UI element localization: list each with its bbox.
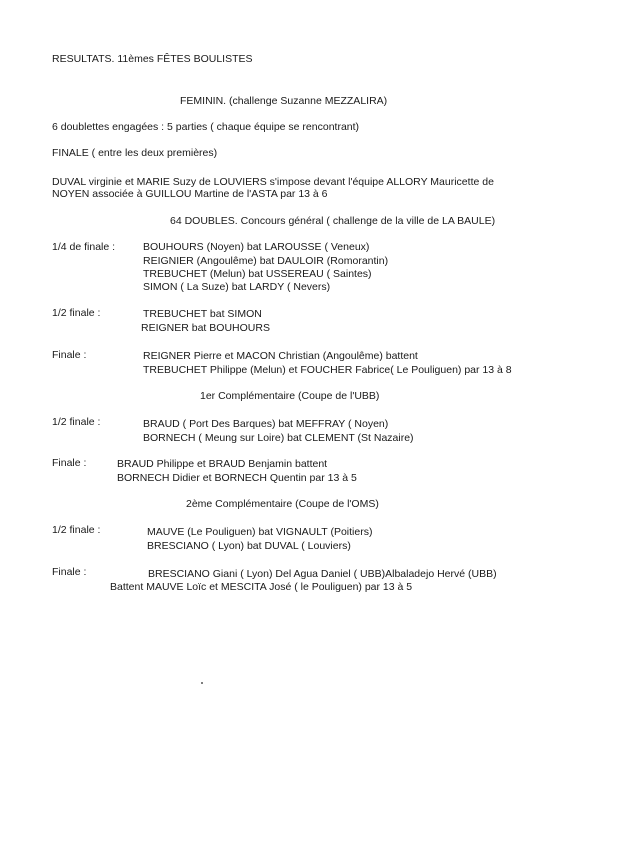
doubles-semi-result: REIGNER bat BOUHOURS <box>141 322 270 334</box>
feminin-result-line-1: DUVAL virginie et MARIE Suzy de LOUVIERS s'impose devant l'équipe ALLORY Mauricette de <box>52 176 494 188</box>
doubles-quarter-result: TREBUCHET (Melun) bat USSEREAU ( Saintes) <box>143 268 372 280</box>
comp2-final-line: Battent MAUVE Loïc et MESCITA José ( le Pouliguen) par 13 à 5 <box>110 581 413 593</box>
comp2-final-line: BRESCIANO Giani ( Lyon) Del Agua Daniel ( UBB)Albaladejo Hervé (UBB) <box>148 568 497 580</box>
comp1-final-line: BRAUD Philippe et BRAUD Benjamin battent <box>117 458 328 470</box>
doubles-heading: 64 DOUBLES. Concours général ( challenge de la ville de LA BAULE) <box>170 215 496 227</box>
comp2-semi-result: BRESCIANO ( Lyon) bat DUVAL ( Louviers) <box>147 540 351 552</box>
doubles-quarter-result: SIMON ( La Suze) bat LARDY ( Nevers) <box>143 281 331 293</box>
doubles-final-line: TREBUCHET Philippe (Melun) et FOUCHER Fabrice( Le Pouliguen) par 13 à 8 <box>143 364 512 376</box>
doubles-semi-label: 1/2 finale : <box>52 307 101 319</box>
comp1-final-line: BORNECH Didier et BORNECH Quentin par 13 à 5 <box>117 472 357 484</box>
feminin-heading: FEMININ. (challenge Suzanne MEZZALIRA) <box>180 95 388 107</box>
scan-speck <box>201 682 203 684</box>
feminin-line-1: 6 doublettes engagées : 5 parties ( chaque équipe se rencontrant) <box>52 121 360 133</box>
document-title: RESULTATS. 11èmes FÊTES BOULISTES <box>52 53 253 65</box>
comp1-semi-label: 1/2 finale : <box>52 416 101 428</box>
comp2-semi-label: 1/2 finale : <box>52 524 101 536</box>
comp1-final-label: Finale : <box>52 457 87 469</box>
comp2-final-label: Finale : <box>52 566 87 578</box>
comp1-semi-result: BRAUD ( Port Des Barques) bat MEFFRAY ( Noyen) <box>143 418 389 430</box>
comp1-semi-result: BORNECH ( Meung sur Loire) bat CLEMENT (St Nazaire) <box>143 432 414 444</box>
comp1-heading: 1er Complémentaire (Coupe de l'UBB) <box>200 390 380 402</box>
comp2-heading: 2ème Complémentaire (Coupe de l'OMS) <box>186 498 379 510</box>
doubles-final-line: REIGNER Pierre et MACON Christian (Angoulême) battent <box>143 350 418 362</box>
doubles-quarter-result: BOUHOURS (Noyen) bat LAROUSSE ( Veneux) <box>143 241 370 253</box>
doubles-quarter-label: 1/4 de finale : <box>52 241 116 253</box>
feminin-result-line-2: NOYEN associée à GUILLOU Martine de l'ASTA par 13 à 6 <box>52 188 328 200</box>
doubles-semi-result: TREBUCHET bat SIMON <box>143 308 262 320</box>
doubles-final-label: Finale : <box>52 349 87 361</box>
doubles-quarter-result: REIGNIER (Angoulême) bat DAULOIR (Romorantin) <box>143 255 389 267</box>
feminin-line-2: FINALE ( entre les deux premières) <box>52 147 218 159</box>
comp2-semi-result: MAUVE (Le Pouliguen) bat VIGNAULT (Poitiers) <box>147 526 373 538</box>
